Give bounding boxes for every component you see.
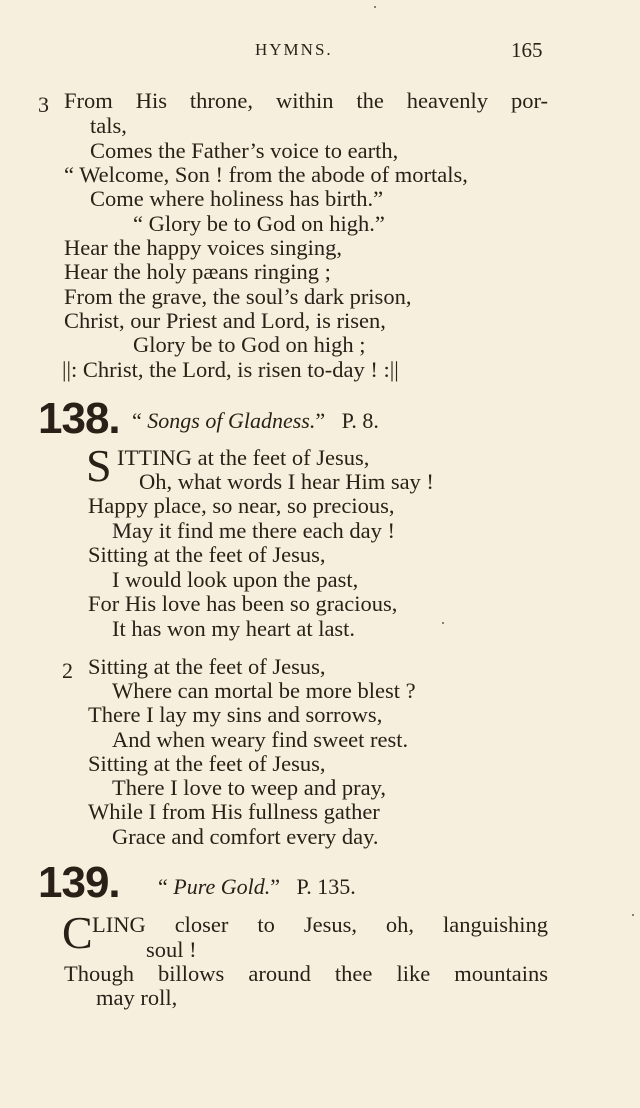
hymn-line: Sitting at the feet of Jesus, [88,654,326,679]
page-number: 165 [511,38,543,62]
hymn-line: Sitting at the feet of Jesus, [88,751,326,776]
hymn-line: And when weary find sweet rest. [112,727,409,752]
hymn-line: Hear the holy pæans ringing ; [64,259,331,284]
hymn-number: 138. [38,394,120,443]
hymn-line: LING closer to Jesus, oh, languishing [92,912,548,937]
hymn-line: Hear the happy voices singing, [64,235,343,260]
tune-name: Pure Gold. [173,874,271,899]
hymn-line: Oh, what words I hear Him say ! [139,469,434,494]
drop-cap: C [62,907,93,958]
hymn-line: soul ! [146,937,197,962]
hymn-line: There I lay my sins and sorrows, [88,702,383,727]
hymn-line: It has won my heart at last. [112,616,356,641]
hymn-line: Christ, our Priest and Lord, is risen, [64,308,386,333]
tune-name: Songs of Gladness. [147,408,316,433]
hymn-line: ||: Christ, the Lord, is risen to-day ! :|| [62,357,399,382]
paper-speck [374,6,376,8]
hymn-line: Comes the Father’s voice to earth, [90,138,399,163]
hymn-line: “ Glory be to God on high.” [133,211,385,236]
verse-number: 3 [38,92,49,117]
tune-reference: “ Songs of Gladness.” P. 8. [132,408,379,433]
hymn-line: ITTING at the feet of Jesus, [117,445,370,470]
hymn-line: Though billows around thee like mountains [64,961,548,986]
verse-number: 2 [62,658,73,683]
hymn-line: From the grave, the soul’s dark prison, [64,284,412,309]
hymn-line: Grace and comfort every day. [112,824,379,849]
hymn-line: There I love to weep and pray, [112,775,387,800]
tune-reference: “ Pure Gold.” P. 135. [158,874,356,899]
hymn-line: “ Welcome, Son ! from the abode of mortals, [64,162,468,187]
hymn-line: Sitting at the feet of Jesus, [88,542,326,567]
tune-page: P. 8. [341,408,379,433]
hymn-line: Come where holiness has birth.” [90,186,384,211]
hymn-line: From His throne, within the heavenly por- [64,88,548,113]
paper-speck [442,622,444,624]
hymn-line: For His love has been so gracious, [88,591,398,616]
paper-speck [632,914,634,916]
hymn-line: may roll, [96,985,178,1010]
hymn-line: I would look upon the past, [112,567,359,592]
hymn-line: tals, [90,113,127,138]
hymn-line: Where can mortal be more blest ? [112,678,416,703]
hymn-line: While I from His fullness gather [88,799,380,824]
hymn-number: 139. [38,858,120,907]
hymn-line: May it find me there each day ! [112,518,396,543]
hymn-line: Happy place, so near, so precious, [88,493,395,518]
tune-page: P. 135. [296,874,356,899]
running-header: HYMNS. [255,40,333,59]
hymn-line: Glory be to God on high ; [133,332,366,357]
drop-cap: S [86,440,112,491]
